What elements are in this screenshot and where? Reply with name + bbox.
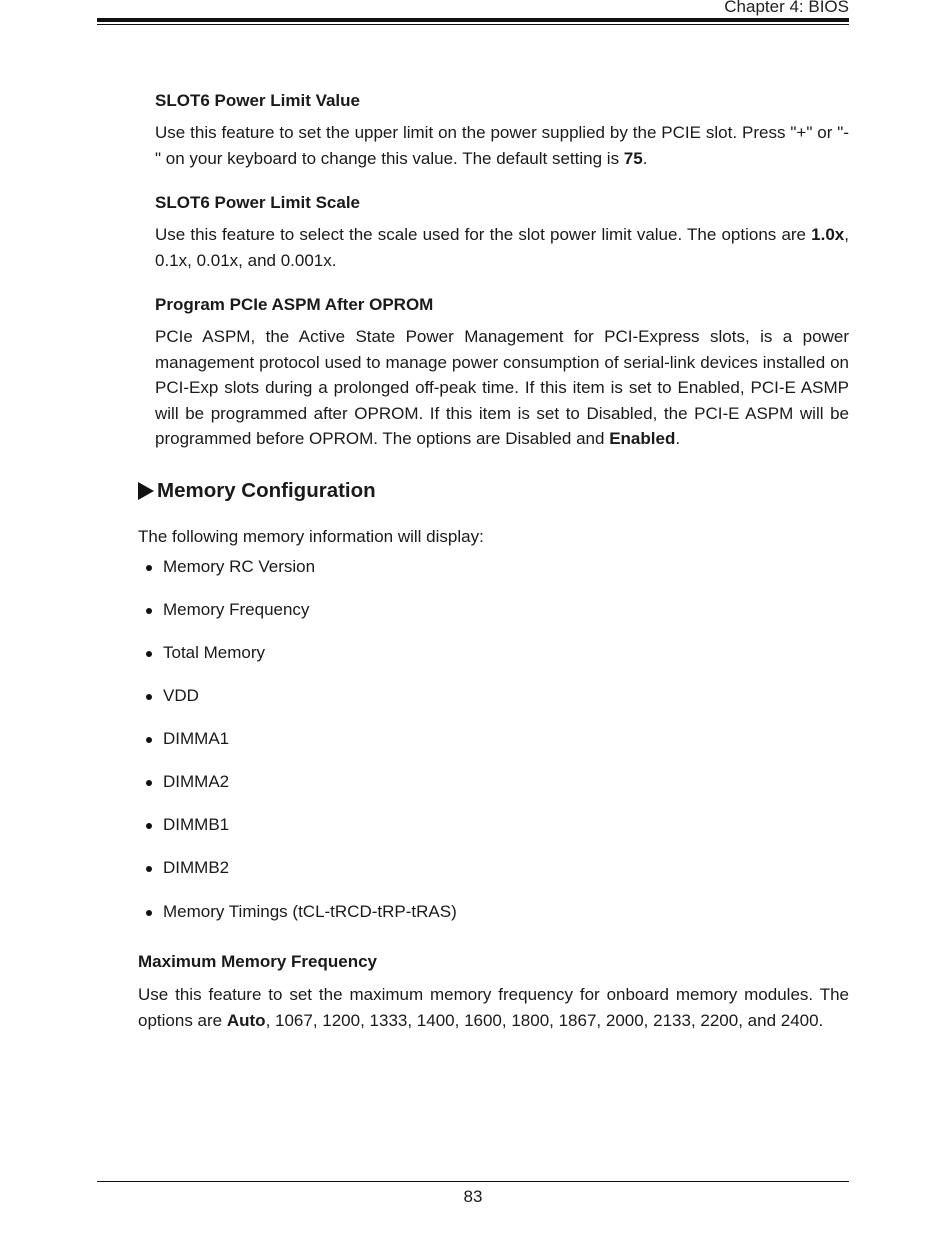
section-body: PCIe ASPM, the Active State Power Management for PCI-Express slots, is a power management protocol used to manage power consumption of serial-link devices installed on PCI-Exp slots during a prolonged off-peak time. If this item is set to Enabled, PCI-E ASMP will be programmed after OPROM. If this item is set to Disabled, the PCI-E ASPM will be programmed before OPROM. The options are Disabled and Enabled.: [155, 327, 849, 449]
bullet-icon: [146, 651, 152, 657]
section-max-memory-frequency: [138, 951, 849, 1033]
bullet-icon: [146, 823, 152, 829]
memory-configuration-heading: Memory Configuration: [138, 478, 849, 504]
chapter-header: Chapter 4: BIOS: [724, 0, 849, 16]
bullet-icon: [146, 910, 152, 916]
bullet-icon: [146, 608, 152, 614]
bullet-icon: [146, 694, 152, 700]
section-memory-configuration: [138, 478, 849, 504]
section-heading: Program PCIe ASPM After OPROM: [155, 295, 434, 314]
footer-rule: [97, 1181, 849, 1182]
section-heading: SLOT6 Power Limit Scale: [155, 193, 361, 212]
page-number: 83: [463, 1187, 483, 1206]
memory-intro: The following memory information will display:: [138, 527, 484, 546]
bullet-icon: [146, 866, 152, 872]
bullet-icon: [146, 565, 152, 571]
section-slot6-scale: [155, 192, 849, 273]
bullet-icon: [146, 780, 152, 786]
section-heading: SLOT6 Power Limit Value: [155, 91, 360, 110]
section-slot6-value: [155, 90, 849, 171]
section-body: Use this feature to set the upper limit on the power supplied by the PCIE slot. Press "+" or "-" on your keyboard to change this value. The default setting is 75.: [155, 123, 849, 168]
triangle-right-icon: [138, 482, 154, 500]
header-rule-thick: [97, 18, 849, 22]
bullet-icon: [146, 737, 152, 743]
section-body: Use this feature to set the maximum memory frequency for onboard memory modules. The options are Auto, 1067, 1200, 1333, 1400, 1600, 1800, 1867, 2000, 2133, 2200, and 2400.: [138, 985, 849, 1030]
section-aspm: [155, 294, 849, 452]
section-heading: Maximum Memory Frequency: [138, 952, 378, 971]
header-rule-thin: [97, 24, 849, 25]
section-body: Use this feature to select the scale used for the slot power limit value. The options are 1.0x, 0.1x, 0.01x, and 0.001x.: [155, 225, 849, 270]
